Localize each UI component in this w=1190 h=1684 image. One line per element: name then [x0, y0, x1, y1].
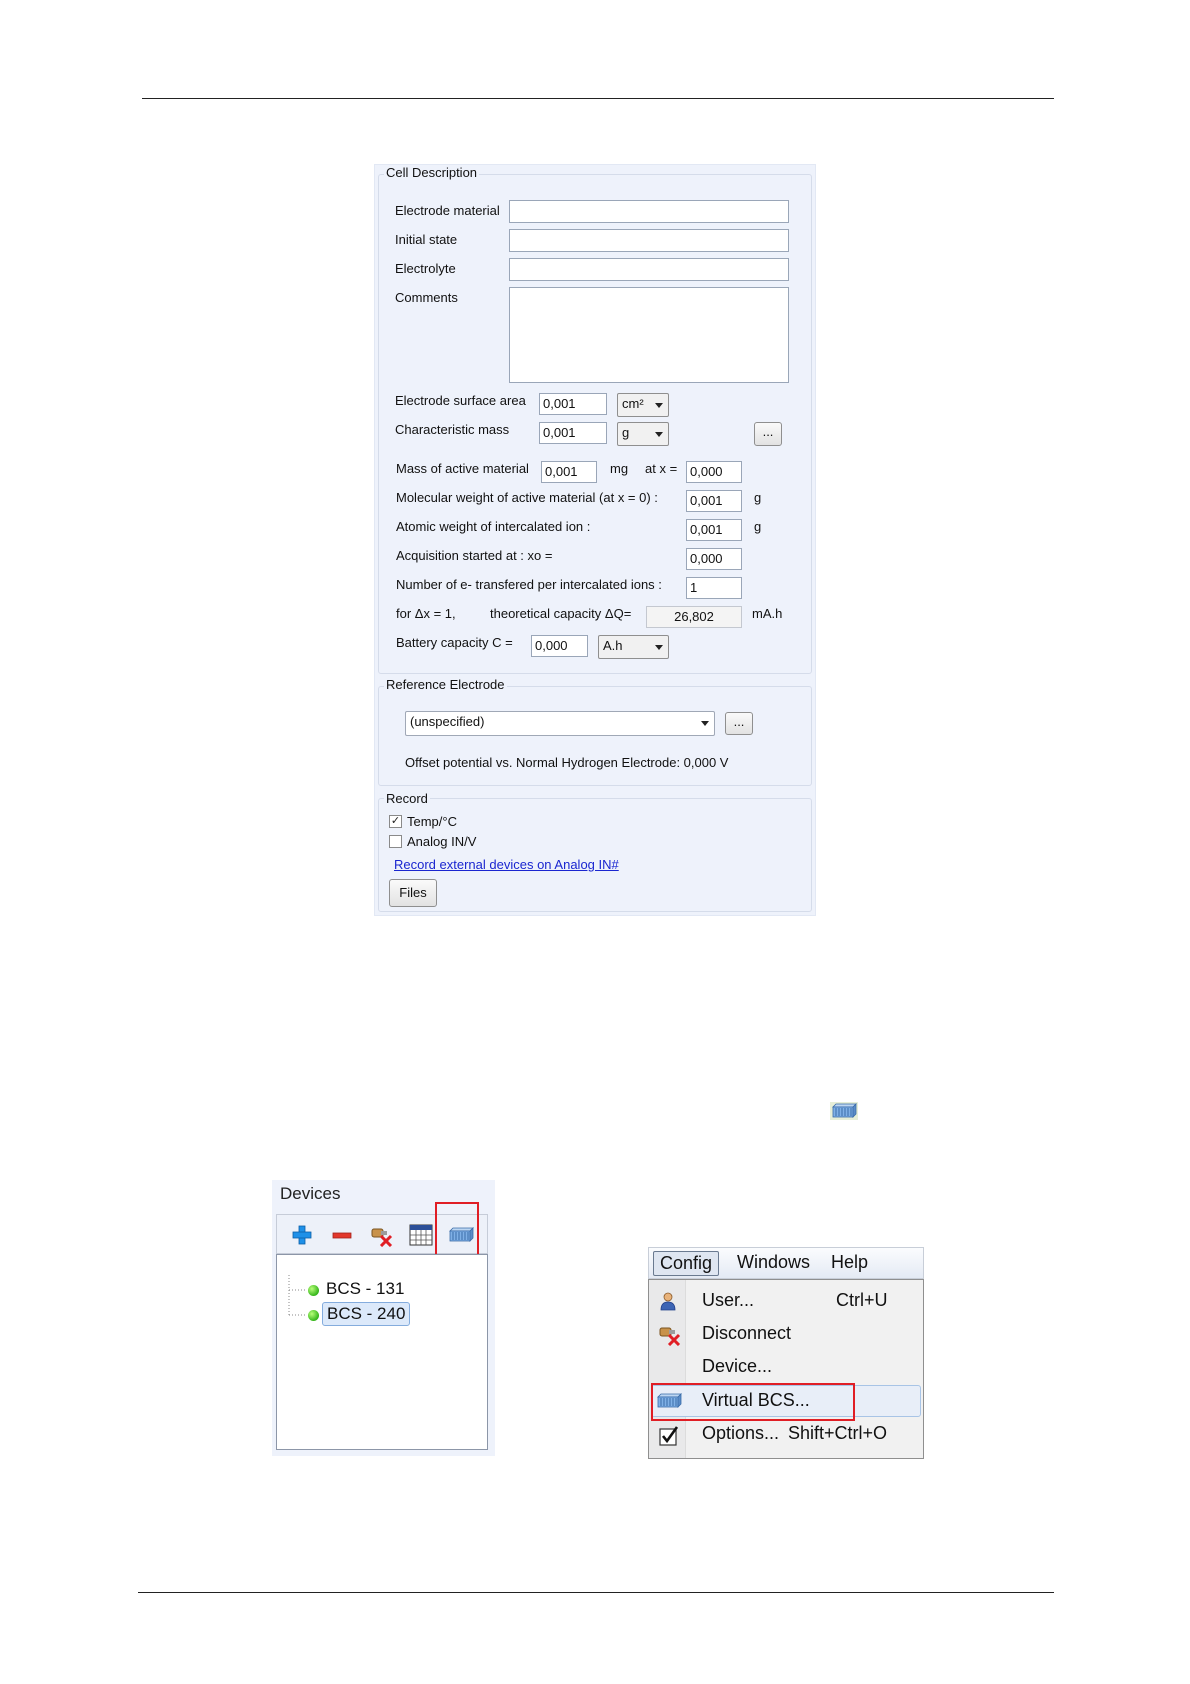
- checkmark-icon: [658, 1425, 680, 1447]
- battery-cap-unit-value: A.h: [603, 638, 623, 653]
- temp-checkbox[interactable]: ✓: [390, 815, 401, 827]
- footer-rule: [138, 1592, 1054, 1593]
- device-node[interactable]: BCS - 131: [326, 1279, 405, 1298]
- chevron-down-icon: [655, 432, 663, 437]
- reference-electrode-select[interactable]: [405, 711, 715, 736]
- atomic-weight-label: Atomic weight of intercalated ion :: [396, 519, 591, 534]
- menu-config[interactable]: Config: [653, 1251, 719, 1276]
- atomic-weight-input[interactable]: 0,001: [686, 519, 742, 541]
- char-mass-label: Characteristic mass: [395, 422, 510, 437]
- menu-item-disconnect[interactable]: Disconnect: [702, 1323, 792, 1343]
- comments-textarea[interactable]: [509, 287, 789, 383]
- menu-item-user-shortcut: Ctrl+U: [836, 1290, 888, 1310]
- chevron-down-icon: [655, 645, 663, 650]
- menu-windows[interactable]: Windows: [737, 1252, 811, 1272]
- reference-electrode-title: Reference Electrode: [386, 677, 505, 692]
- battery-cap-unit-select[interactable]: [598, 635, 669, 659]
- mol-weight-input[interactable]: 0,001: [686, 490, 742, 512]
- menu-item-user[interactable]: User...: [702, 1290, 755, 1310]
- surface-area-input[interactable]: 0,001: [539, 393, 607, 415]
- offset-potential-text: Offset potential vs. Normal Hydrogen Electrode: 0,000 V: [405, 755, 729, 770]
- surface-area-unit-value: cm²: [622, 396, 644, 411]
- disconnect-icon[interactable]: [369, 1223, 393, 1247]
- mass-active-input[interactable]: 0,001: [541, 461, 597, 483]
- analog-checkbox[interactable]: [389, 835, 402, 848]
- device-node-selected[interactable]: BCS - 240: [322, 1302, 410, 1326]
- config-dropdown-menu: [648, 1279, 924, 1459]
- remove-device-icon[interactable]: [331, 1224, 353, 1246]
- analog-label: Analog IN/V: [407, 834, 477, 849]
- files-button[interactable]: Files: [389, 879, 437, 907]
- menu-bar: [648, 1247, 924, 1279]
- chevron-down-icon: [701, 721, 709, 726]
- calendar-icon[interactable]: [409, 1224, 433, 1246]
- n-electrons-label: Number of e- transfered per intercalated ions :: [396, 577, 662, 592]
- cell-settings-panel: [374, 164, 816, 916]
- disconnect-icon: [657, 1322, 681, 1346]
- menu-item-options-shortcut: Shift+Ctrl+O: [788, 1423, 888, 1443]
- n-electrons-input[interactable]: 1: [686, 577, 742, 599]
- devices-tree: [276, 1254, 488, 1450]
- status-online-icon: [308, 1285, 319, 1296]
- status-online-icon: [308, 1310, 319, 1321]
- reference-electrode-browse-button[interactable]: ...: [725, 712, 753, 735]
- battery-cap-input[interactable]: 0,000: [531, 635, 588, 657]
- cell-description-title: Cell Description: [386, 165, 478, 180]
- for-dx-label: for Δx = 1,: [396, 606, 456, 621]
- theo-cap-label: theoretical capacity ΔQ=: [490, 606, 632, 621]
- char-mass-unit-select[interactable]: [617, 422, 669, 446]
- add-device-icon[interactable]: [291, 1224, 313, 1246]
- char-mass-browse-button[interactable]: ...: [754, 422, 782, 446]
- electrolyte-input[interactable]: [509, 258, 789, 281]
- chevron-down-icon: [655, 403, 663, 408]
- electrode-material-input[interactable]: [509, 200, 789, 223]
- char-mass-unit-value: g: [622, 425, 630, 440]
- mass-active-label: Mass of active material: [396, 461, 529, 476]
- theo-cap-value: 26,802: [646, 606, 742, 628]
- record-external-devices-link[interactable]: Record external devices on Analog IN#: [394, 857, 619, 872]
- virtual-bcs-menu-highlight: [651, 1383, 855, 1421]
- initial-state-label: Initial state: [395, 232, 458, 247]
- record-title: Record: [386, 791, 428, 806]
- menu-item-device[interactable]: Device...: [702, 1356, 773, 1376]
- mol-weight-unit: g: [754, 490, 762, 505]
- at-x-input[interactable]: 0,000: [686, 461, 742, 483]
- at-x-label: at x =: [645, 461, 678, 476]
- initial-state-input[interactable]: [509, 229, 789, 252]
- acq-started-label: Acquisition started at : xo =: [396, 548, 553, 563]
- mass-active-unit: mg: [610, 461, 629, 476]
- header-rule: [142, 98, 1054, 99]
- reference-electrode-value: (unspecified): [410, 714, 485, 729]
- char-mass-input[interactable]: 0,001: [539, 422, 607, 444]
- electrode-material-label: Electrode material: [395, 203, 500, 218]
- mol-weight-label: Molecular weight of active material (at x = 0) :: [396, 490, 658, 505]
- battery-cap-label: Battery capacity C =: [396, 635, 513, 650]
- menu-help[interactable]: Help: [831, 1252, 869, 1272]
- surface-area-label: Electrode surface area: [395, 393, 526, 408]
- comments-label: Comments: [395, 290, 458, 305]
- acq-started-input[interactable]: 0,000: [686, 548, 742, 570]
- devices-title: Devices: [280, 1184, 341, 1203]
- menu-item-options[interactable]: Options...: [702, 1423, 780, 1443]
- surface-area-unit-select[interactable]: [617, 393, 669, 417]
- tree-connector-lines: [285, 1275, 325, 1335]
- temp-label: Temp/°C: [407, 814, 457, 829]
- virtual-bcs-icon: [830, 1102, 858, 1120]
- user-icon: [658, 1291, 678, 1311]
- reference-electrode-group: [378, 686, 812, 786]
- menu-item-virtual-bcs[interactable]: Virtual BCS...: [702, 1390, 810, 1410]
- theo-cap-unit: mA.h: [752, 606, 783, 621]
- electrolyte-label: Electrolyte: [395, 261, 456, 276]
- atomic-weight-unit: g: [754, 519, 762, 534]
- devices-panel: [272, 1180, 495, 1456]
